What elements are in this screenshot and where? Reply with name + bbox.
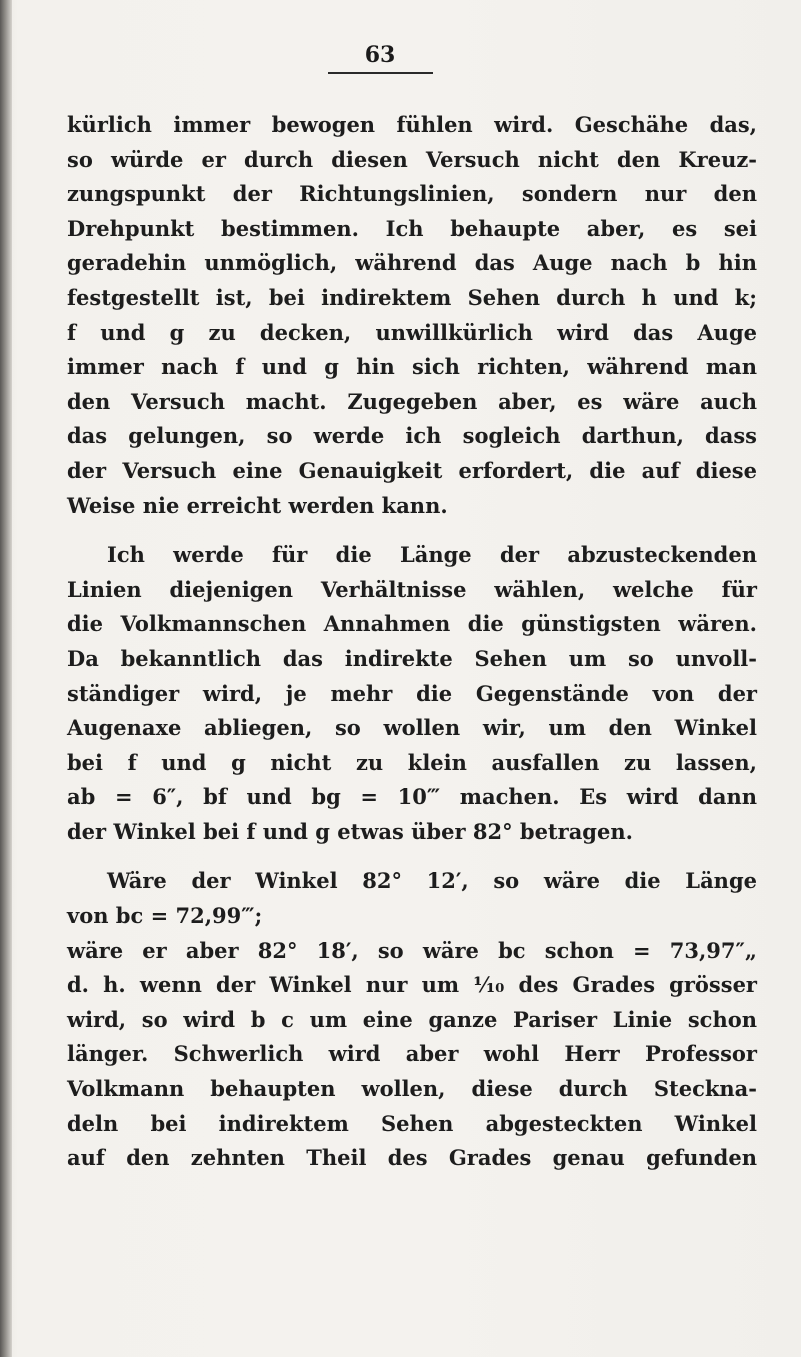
text-line: kürlich immer bewogen fühlen wird. Geschähe das, <box>67 112 757 137</box>
paragraph-3 <box>67 864 757 1175</box>
text-line: den Versuch macht. Zugegeben aber, es wäre auch <box>67 388 757 414</box>
text-line: Weise nie erreicht werden kann. <box>67 492 448 518</box>
text-line: deln bei indirektem Sehen abgesteckten Winkel <box>67 1110 757 1136</box>
text-line: f und g zu decken, unwillkürlich wird das Auge <box>67 319 757 345</box>
text-line: Ich werde für die Länge der abzusteckenden <box>107 542 757 568</box>
text-line: Augenaxe abliegen, so wollen wir, um den Winkel <box>67 715 757 741</box>
paragraph-1 <box>67 108 757 523</box>
text-line: die Volkmannschen Annahmen die günstigsten wären. <box>67 611 757 637</box>
text-line: Linien diejenigen Verhältnisse wählen, welche für <box>67 576 757 602</box>
text-line: wird, so wird b c um eine ganze Pariser Linie schon <box>67 1006 757 1032</box>
text-line: Da bekanntlich das indirekte Sehen um so unvoll- <box>67 645 757 671</box>
text-line: geradehin unmöglich, während das Auge nach b hin <box>67 250 757 276</box>
text-line: bei f und g nicht zu klein ausfallen zu lassen, <box>67 749 757 775</box>
text-line: das gelungen, so werde ich sogleich darthun, dass <box>67 423 757 449</box>
header-rule <box>328 72 433 74</box>
text-line: Wäre der Winkel 82° 12′, so wäre die Länge <box>107 868 757 894</box>
text-line: Volkmann behaupten wollen, diese durch Steckna- <box>67 1076 757 1102</box>
text-line: so würde er durch diesen Versuch nicht den Kreuz- <box>67 146 757 172</box>
text-line: wäre er aber 82° 18′, so wäre bc schon = 73,97″„ <box>67 937 757 963</box>
text-line: der Versuch eine Genauigkeit erfordert, die auf diese <box>67 457 757 483</box>
text-line: zungspunkt der Richtungslinien, sondern nur den <box>67 181 757 207</box>
paragraph-gap <box>67 849 757 864</box>
text-line: d. h. wenn der Winkel nur um ¹⁄₁₀ des Grades grösser <box>67 972 757 998</box>
page-binding-edge <box>0 0 12 1357</box>
body-text <box>67 108 757 1176</box>
text-line: festgestellt ist, bei indirektem Sehen durch h und k; <box>67 284 757 310</box>
paragraph-gap <box>67 523 757 538</box>
text-line: länger. Schwerlich wird aber wohl Herr Professor <box>67 1041 757 1067</box>
text-line: Drehpunkt bestimmen. Ich behaupte aber, es sei <box>67 215 757 241</box>
text-line: der Winkel bei f und g etwas über 82° betragen. <box>67 818 633 844</box>
text-line: ab = 6″, bf und bg = 10‴ machen. Es wird dann <box>67 784 757 810</box>
page-number: 63 <box>364 42 396 68</box>
paragraph-2 <box>67 538 757 849</box>
text-line: auf den zehnten Theil des Grades genau gefunden <box>67 1145 757 1171</box>
text-line: ständiger wird, je mehr die Gegenstände von der <box>67 680 757 706</box>
text-line: von bc = 72,99‴; <box>67 903 263 929</box>
text-line: immer nach f und g hin sich richten, während man <box>67 354 757 380</box>
